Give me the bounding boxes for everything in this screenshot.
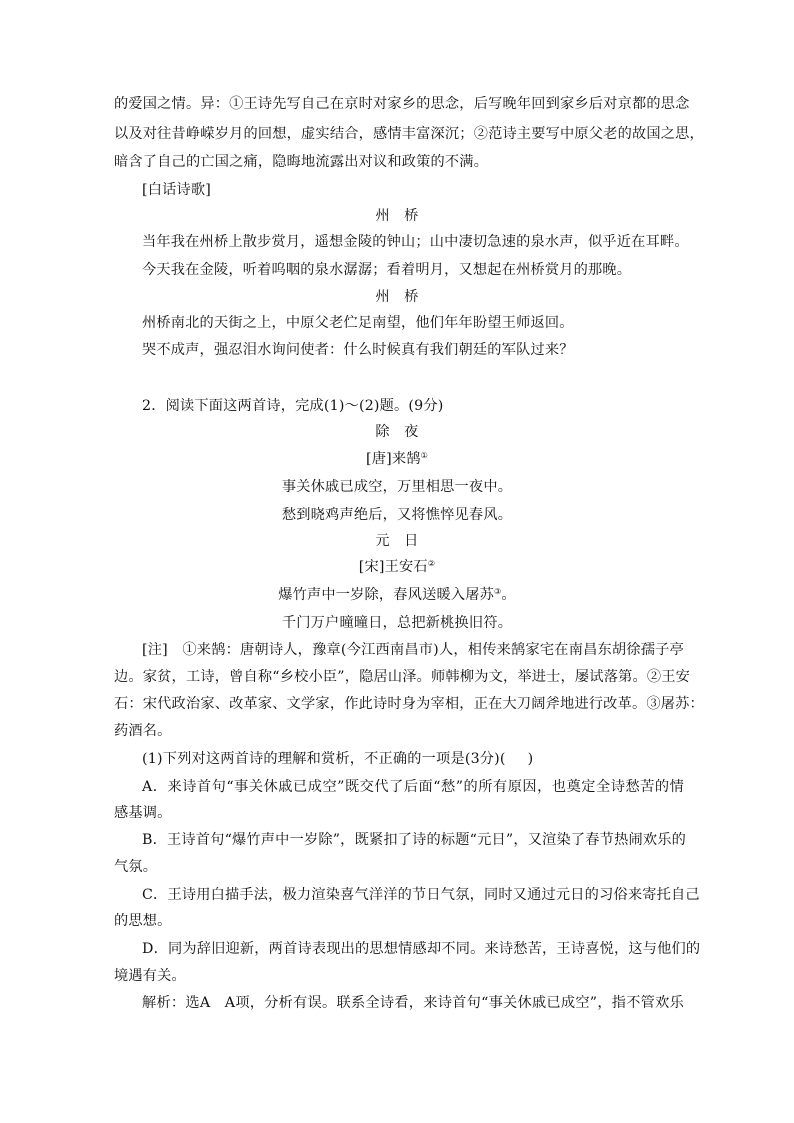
baihua-poem2-line1: 州桥南北的天街之上，中原父老伫足南望，他们年年盼望王师返回。 [142, 315, 574, 331]
option-c-line-2: 的思想。 [114, 913, 172, 929]
sub1-stem-text: (1)下列对这两首诗的理解和赏析，不正确的一项是(3分)( [142, 751, 506, 767]
poem1-author [114, 449, 680, 469]
poem2-line2: 千门万户曈曈日，总把新桃换旧符。 [281, 615, 513, 631]
poem2-line1-note: ③ [494, 587, 502, 596]
option-a-line-1: A．来诗首句“事关休戚已成空”既交代了后面“愁”的所有原因，也奠定全诗愁苦的情 [142, 779, 684, 795]
poem1-line2: 愁到晓鸡声绝后，又将憔悴见春风。 [281, 507, 513, 523]
baihua-heading: [白话诗歌] [142, 182, 212, 198]
question2-stem: 2．阅读下面这两首诗，完成(1)～(2)题。(9分) [142, 398, 444, 414]
intro-line-1: 的爱国之情。异：①王诗先写自己在京时对家乡的思念，后写晚年回到家乡后对京都的思念 [114, 96, 690, 112]
sub1-stem [142, 749, 684, 769]
notes-line-1: [注] ①来鹄：唐朝诗人，豫章(今江西南昌市)人，相传来鹄家宅在南昌东胡徐孺子亭 [142, 642, 684, 658]
notes-line-4: 药酒名。 [114, 723, 172, 739]
poem1-line1: 事关休戚已成空，万里相思一夜中。 [281, 479, 513, 495]
poem2-title: 元 日 [375, 533, 419, 549]
poem1-title: 除 夜 [375, 424, 419, 440]
baihua-poem1-line2: 今天我在金陵，听着呜咽的泉水潺潺；看着明月，又想起在州桥赏月的那晚。 [142, 262, 632, 278]
notes-line-3: 石：宋代政治家、改革家、文学家，作此诗时身为宰相，正在大刀阔斧地进行改革。③屠苏： [114, 696, 704, 712]
option-d-line-1: D．同为辞旧迎新，两首诗表现出的思想情感却不同。来诗愁苦，王诗喜悦，这与他们的 [142, 941, 701, 957]
poem2-author [114, 557, 680, 577]
poem1-author-name: [唐]来鹄 [365, 451, 421, 467]
baihua-poem2-line2: 哭不成声，强忍泪水询问使者：什么时候真有我们朝廷的军队过来？ [142, 342, 574, 358]
option-b-line-1: B．王诗首句“爆竹声中一岁除”，既紧扣了诗的标题“元日”，又渲染了春节热闹欢乐的 [142, 832, 687, 848]
analysis-line: 解析：选A A项，分析有误。联系全诗看，来诗首句“事关休戚已成空”，指不管欢乐 [142, 995, 684, 1011]
baihua-poem1-title: 州 桥 [375, 208, 419, 224]
intro-line-3: 暗含了自己的亡国之痛，隐晦地流露出对议和政策的不满。 [114, 154, 489, 170]
poem2-line1-end: 。 [501, 587, 516, 603]
option-b-line-2: 气氛。 [114, 859, 158, 875]
sub1-stem-close: ) [527, 751, 534, 767]
poem2-line1-text: 爆竹声中一岁除，春风送暖入屠苏 [278, 587, 495, 603]
option-d-line-2: 境遇有关。 [114, 968, 186, 984]
poem2-author-note: ② [427, 559, 436, 568]
notes-line-2: 边。家贫，工诗，曾自称“乡校小臣”，隐居山泽。师韩柳为文，举进士，屡试落第。②王安 [114, 669, 691, 685]
option-a-line-2: 感基调。 [114, 805, 172, 821]
baihua-poem1-line1: 当年我在州桥上散步赏月，遥想金陵的钟山；山中凄切急速的泉水声，似乎近在耳畔。 [142, 234, 689, 250]
poem2-line1 [114, 585, 680, 605]
baihua-poem2-title: 州 桥 [375, 289, 419, 305]
poem1-author-note: ① [420, 451, 428, 460]
option-c-line-1: C．王诗用白描手法，极力渲染喜气洋洋的节日气氛，同时又通过元日的习俗来寄托自己 [142, 887, 700, 903]
intro-line-2: 以及对往昔峥嵘岁月的回想，虚实结合，感情丰富深沉；②范诗主要写中原父老的故国之思， [114, 126, 704, 142]
poem2-author-name: [宋]王安石 [358, 559, 428, 575]
